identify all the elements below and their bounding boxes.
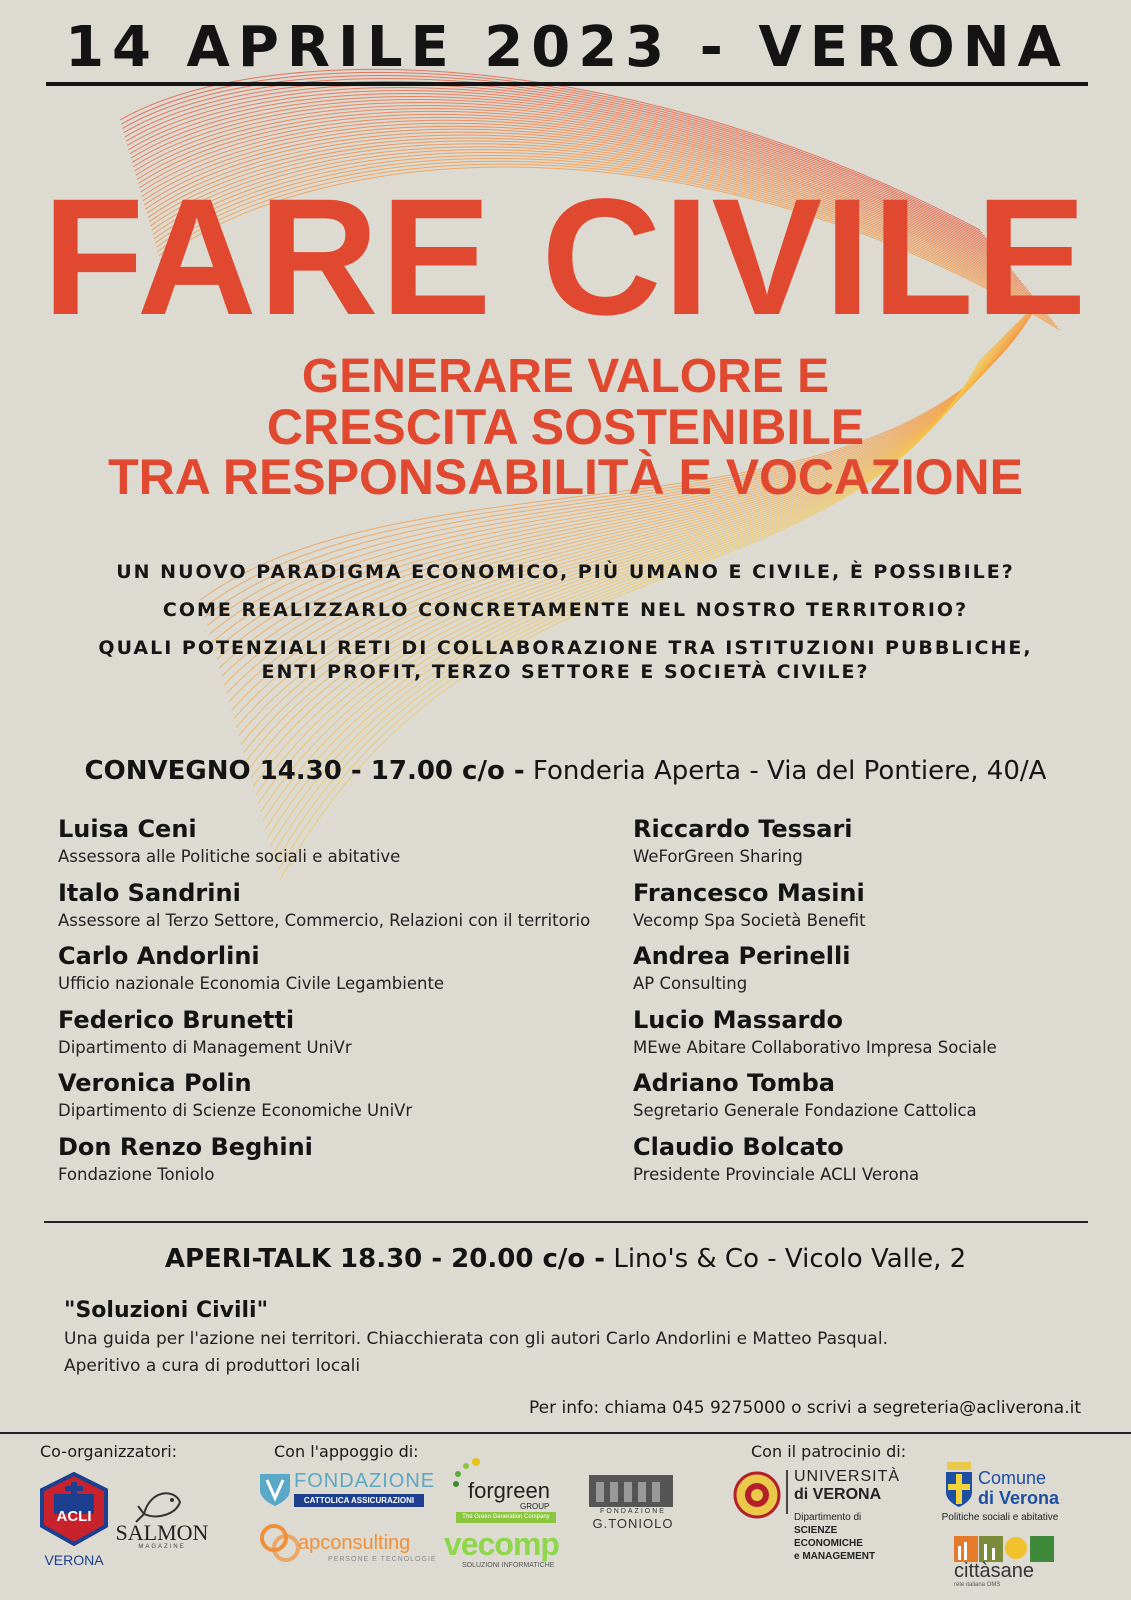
speaker-role: Fondazione Toniolo bbox=[58, 1164, 215, 1184]
apconsulting-logo-sub: PERSONE E TECNOLOGIE bbox=[328, 1556, 437, 1563]
salmon-logo-text: SALMON bbox=[115, 1520, 209, 1545]
acli-logo-text: ACLI bbox=[56, 1508, 92, 1525]
comune-logo-sub: Politiche sociali e abitative bbox=[941, 1512, 1059, 1523]
speaker-name: Luisa Ceni bbox=[58, 815, 197, 843]
section-divider bbox=[44, 1221, 1088, 1223]
speaker bbox=[633, 814, 1093, 878]
speaker bbox=[58, 941, 618, 1005]
vecomp-logo bbox=[444, 1526, 574, 1570]
comune-logo-text-2: di Verona bbox=[978, 1488, 1060, 1508]
univr-dept-4: e MANAGEMENT bbox=[794, 1551, 876, 1562]
speaker-role: Dipartimento di Management UniVr bbox=[58, 1037, 352, 1057]
fish-icon bbox=[114, 1484, 210, 1524]
speaker-role: MEwe Abitare Collaborativo Impresa Sociale bbox=[633, 1037, 997, 1057]
comune-verona-logo bbox=[934, 1462, 1064, 1526]
comune-crest-icon bbox=[944, 1462, 974, 1508]
univr-logo-text-1: UNIVERSITÀ bbox=[794, 1468, 901, 1485]
aperitalk-label: APERI-TALK 18.30 - 20.00 c/o - bbox=[164, 1244, 606, 1274]
subtitle-line-2: CRESCITA SOSTENIBILE bbox=[266, 399, 865, 455]
speaker-name: Veronica Polin bbox=[58, 1069, 252, 1097]
speaker-name: Andrea Perinelli bbox=[633, 942, 851, 970]
speaker bbox=[633, 1132, 1093, 1196]
univr-dept-1: Dipartimento di bbox=[794, 1512, 862, 1523]
salmon-logo bbox=[114, 1484, 210, 1554]
fondazione-shield-icon bbox=[258, 1472, 292, 1508]
univr-divider bbox=[786, 1470, 788, 1514]
toniolo-building-icon bbox=[588, 1474, 674, 1508]
speaker-role: Ufficio nazionale Economia Civile Legambiente bbox=[58, 974, 445, 993]
speaker-name: Carlo Andorlini bbox=[58, 942, 260, 970]
speaker bbox=[633, 1068, 1093, 1132]
talk-title: "Soluzioni Civili" bbox=[64, 1298, 269, 1323]
speaker-role: Vecomp Spa Società Benefit bbox=[633, 910, 866, 930]
question-3-line-1: QUALI POTENZIALI RETI DI COLLABORAZIONE TRA ISTITUZIONI PUBBLICHE, bbox=[98, 637, 1033, 659]
speaker-role: WeForGreen Sharing bbox=[633, 847, 803, 866]
header-divider bbox=[46, 82, 1088, 86]
speaker bbox=[58, 814, 618, 878]
question-3-line-2: ENTI PROFIT, TERZO SETTORE E SOCIETÀ CIVILE? bbox=[261, 661, 870, 683]
acli-city-text: VERONA bbox=[44, 1552, 104, 1568]
cittasane-logo-sub: rete italiana OMS bbox=[954, 1582, 1001, 1588]
univr-dept-2: SCIENZE bbox=[794, 1525, 838, 1536]
speaker-name: Italo Sandrini bbox=[58, 878, 241, 907]
aperitalk-line bbox=[0, 1244, 1131, 1274]
apconsulting-logo-text: apconsulting bbox=[298, 1532, 411, 1554]
speaker-name: Lucio Massardo bbox=[633, 1005, 844, 1034]
univr-logo-text-2: di VERONA bbox=[794, 1486, 882, 1503]
speaker-role: Segretario Generale Fondazione Cattolica bbox=[633, 1101, 977, 1120]
main-title: FARE CIVILE bbox=[42, 165, 1089, 350]
speaker-role: Presidente Provinciale ACLI Verona bbox=[633, 1164, 920, 1184]
acli-logo bbox=[38, 1472, 110, 1572]
subtitle bbox=[0, 350, 1131, 505]
subtitle-line-3: TRA RESPONSABILITÀ E VOCAZIONE bbox=[108, 449, 1023, 505]
speaker-role: Dipartimento di Scienze Economiche UniVr bbox=[58, 1101, 413, 1120]
speaker-name: Claudio Bolcato bbox=[633, 1132, 844, 1161]
toniolo-logo bbox=[588, 1474, 678, 1532]
speaker-role: AP Consulting bbox=[633, 974, 748, 993]
toniolo-logo-text: G.TONIOLO bbox=[592, 1516, 674, 1531]
talk-aperitivo: Aperitivo a cura di produttori locali bbox=[64, 1356, 361, 1376]
forgreen-logo bbox=[452, 1458, 560, 1524]
convegno-line bbox=[0, 756, 1131, 786]
speaker bbox=[633, 1005, 1093, 1069]
salmon-logo-sub: MAGAZINE bbox=[138, 1544, 186, 1550]
fondazione-logo-sub: CATTOLICA ASSICURAZIONI bbox=[294, 1494, 424, 1507]
speaker-role: Assessore al Terzo Settore, Commercio, Relazioni con il territorio bbox=[58, 910, 591, 930]
speaker-role: Assessora alle Politiche sociali e abitative bbox=[58, 847, 401, 866]
univr-dept-3: ECONOMICHE bbox=[794, 1538, 863, 1549]
fondazione-logo-text: FONDAZIONE bbox=[294, 1470, 436, 1492]
univr-logo bbox=[732, 1468, 902, 1568]
toniolo-logo-top: FONDAZIONE bbox=[600, 1508, 666, 1515]
questions bbox=[0, 560, 1131, 684]
cittasane-logo-text: cittàsane bbox=[954, 1560, 1035, 1582]
coorganizers-label: Co-organizzatori: bbox=[40, 1442, 178, 1461]
convegno-label: CONVEGNO 14.30 - 17.00 c/o - bbox=[84, 756, 525, 786]
support-label: Con l'appoggio di: bbox=[274, 1442, 419, 1461]
question-1: UN NUOVO PARADIGMA ECONOMICO, PIÙ UMANO E CIVILE, È POSSIBILE? bbox=[116, 561, 1015, 583]
speaker bbox=[633, 878, 1093, 942]
aperitalk-venue: Lino's & Co - Vicolo Valle, 2 bbox=[605, 1244, 967, 1274]
speaker-name: Adriano Tomba bbox=[633, 1069, 835, 1097]
apconsulting-logo bbox=[258, 1522, 437, 1570]
speaker bbox=[58, 1132, 618, 1196]
fondazione-cattolica-logo bbox=[258, 1470, 436, 1510]
apconsulting-rings-icon bbox=[258, 1522, 302, 1566]
subtitle-line-1: GENERARE VALORE E bbox=[301, 350, 830, 403]
speaker-name: Riccardo Tessari bbox=[633, 815, 853, 843]
vecomp-logo-text: vecomp bbox=[444, 1526, 559, 1562]
convegno-venue: Fonderia Aperta - Via del Pontiere, 40/A bbox=[524, 756, 1047, 786]
speaker-name: Francesco Masini bbox=[633, 878, 865, 907]
footer-divider bbox=[0, 1432, 1131, 1434]
speaker bbox=[633, 941, 1093, 1005]
cittasane-logo bbox=[954, 1536, 1054, 1596]
cittasane-skyline-icon bbox=[954, 1536, 1054, 1562]
speaker-name: Federico Brunetti bbox=[58, 1005, 295, 1034]
speaker bbox=[58, 878, 618, 942]
forgreen-logo-sub: The Green Generation Company bbox=[456, 1512, 556, 1523]
speaker bbox=[58, 1068, 618, 1132]
forgreen-group-text: GROUP bbox=[520, 1502, 550, 1511]
speaker-name: Don Renzo Beghini bbox=[58, 1132, 313, 1161]
aperitalk-details bbox=[64, 1296, 1064, 1380]
forgreen-logo-text: forgreen bbox=[468, 1478, 550, 1503]
speakers-right-column bbox=[633, 814, 1093, 1195]
speaker bbox=[58, 1005, 618, 1069]
comune-logo-text-1: Comune bbox=[978, 1468, 1047, 1488]
event-date: 14 APRILE 2023 - VERONA bbox=[65, 15, 1069, 80]
question-2: COME REALIZZARLO CONCRETAMENTE NEL NOSTRO TERRITORIO? bbox=[162, 599, 969, 621]
patronage-label: Con il patrocinio di: bbox=[751, 1442, 907, 1461]
contact-info: Per info: chiama 045 9275000 o scrivi a segreteria@acliverona.it bbox=[528, 1398, 1081, 1418]
univr-seal-icon bbox=[732, 1470, 782, 1520]
vecomp-logo-sub: SOLUZIONI INFORMATICHE bbox=[462, 1562, 555, 1569]
speakers-left-column bbox=[58, 814, 618, 1195]
talk-description: Una guida per l'azione nei territori. Chiacchierata con gli autori Carlo Andorlini e Matteo Pasqual. bbox=[64, 1329, 888, 1349]
